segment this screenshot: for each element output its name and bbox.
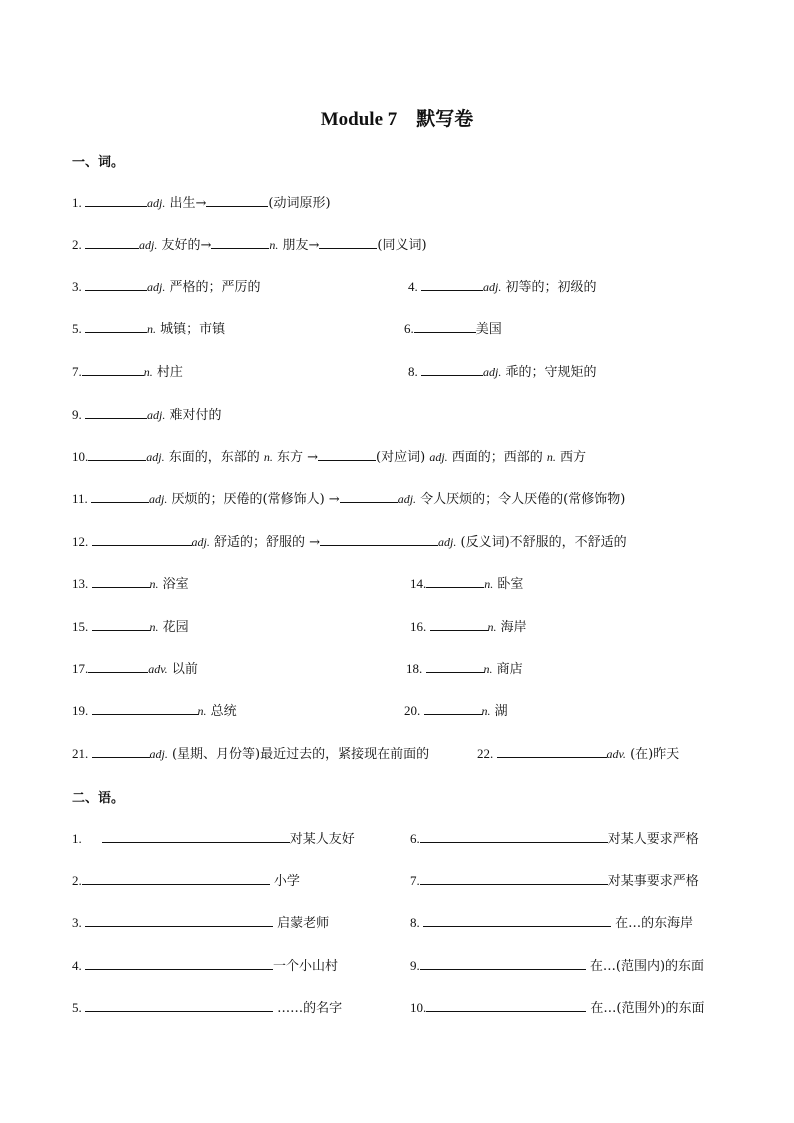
phrase-item-6 bbox=[410, 830, 699, 848]
phrase-item-1 bbox=[72, 830, 355, 848]
answer-blank[interactable] bbox=[497, 745, 607, 758]
item-number: 2. bbox=[72, 873, 82, 888]
word-meaning: 朋友→ bbox=[278, 238, 320, 253]
word-meaning: 东方 → bbox=[272, 450, 319, 465]
word-meaning: 花园 bbox=[158, 620, 189, 635]
word-meaning: 商店 bbox=[492, 662, 523, 677]
answer-blank[interactable] bbox=[318, 448, 376, 461]
word-meaning: 出生→ bbox=[165, 196, 207, 211]
answer-blank[interactable] bbox=[426, 575, 484, 588]
answer-blank[interactable] bbox=[211, 236, 269, 249]
answer-blank[interactable] bbox=[88, 660, 148, 673]
answer-blank[interactable] bbox=[85, 278, 147, 291]
item-number: 9. bbox=[410, 958, 420, 973]
item-number: 8. bbox=[408, 364, 421, 379]
phrase-meaning: 对某人友好 bbox=[289, 832, 355, 847]
word-note: (动词原形) bbox=[268, 196, 331, 211]
word-item-11 bbox=[72, 490, 625, 508]
word-meaning: (星期、月份等)最近过去的，紧接现在前面的 bbox=[167, 747, 430, 762]
word-note: (对应词) bbox=[376, 450, 430, 465]
word-item-16 bbox=[410, 618, 527, 636]
part-of-speech: adj. bbox=[149, 747, 168, 761]
item-number: 9. bbox=[72, 407, 85, 422]
word-item-17 bbox=[72, 660, 198, 678]
phrase-item-10 bbox=[410, 999, 705, 1017]
phrase-item-3 bbox=[72, 914, 329, 932]
word-meaning: 乖的；守规矩的 bbox=[501, 365, 597, 380]
section-heading-words: 一、词。 bbox=[72, 155, 125, 170]
item-number: 8. bbox=[410, 915, 423, 930]
part-of-speech: adj. bbox=[147, 408, 166, 422]
phrase-item-9 bbox=[410, 957, 704, 975]
word-meaning: 厌烦的；厌倦的(常修饰人) → bbox=[167, 492, 340, 507]
item-number: 10. bbox=[410, 1000, 427, 1015]
item-number: 18. bbox=[406, 661, 426, 676]
word-meaning: 严格的；严厉的 bbox=[165, 280, 261, 295]
answer-blank[interactable] bbox=[92, 533, 192, 546]
part-of-speech: n. bbox=[143, 365, 153, 379]
word-item-8 bbox=[408, 363, 596, 381]
word-meaning: 总统 bbox=[206, 704, 237, 719]
word-item-21 bbox=[72, 745, 429, 763]
part-of-speech: adj. bbox=[147, 196, 166, 210]
item-number: 7. bbox=[410, 873, 420, 888]
part-of-speech: n. bbox=[149, 620, 159, 634]
phrase-item-8 bbox=[410, 914, 693, 932]
word-meaning: (反义词)不舒服的，不舒适的 bbox=[456, 535, 627, 550]
item-number: 15. bbox=[72, 619, 92, 634]
word-meaning: 村庄 bbox=[152, 365, 183, 380]
answer-blank[interactable] bbox=[85, 194, 147, 207]
word-meaning: 美国 bbox=[475, 322, 502, 337]
word-meaning: 浴室 bbox=[158, 577, 189, 592]
word-meaning: 东面的，东部的 bbox=[164, 450, 264, 465]
part-of-speech: n. bbox=[484, 577, 494, 591]
answer-blank[interactable] bbox=[92, 702, 198, 715]
answer-blank[interactable] bbox=[102, 830, 290, 843]
answer-blank[interactable] bbox=[85, 236, 139, 249]
word-item-2 bbox=[72, 236, 427, 254]
item-number: 6. bbox=[410, 831, 420, 846]
phrase-meaning: 一个小山村 bbox=[273, 959, 339, 974]
answer-blank[interactable] bbox=[426, 660, 484, 673]
word-meaning: 西方 bbox=[555, 450, 587, 465]
item-number: 5. bbox=[72, 321, 85, 336]
answer-blank[interactable] bbox=[85, 320, 147, 333]
word-meaning: 难对付的 bbox=[165, 408, 222, 423]
answer-blank[interactable] bbox=[91, 490, 149, 503]
item-number: 17. bbox=[72, 661, 89, 676]
answer-blank[interactable] bbox=[414, 320, 476, 333]
phrase-meaning: 对某事要求严格 bbox=[607, 874, 699, 889]
answer-blank[interactable] bbox=[430, 618, 488, 631]
item-number: 13. bbox=[72, 576, 92, 591]
word-item-9 bbox=[72, 406, 221, 424]
part-of-speech: n. bbox=[197, 704, 207, 718]
part-of-speech: n. bbox=[546, 450, 556, 464]
answer-blank[interactable] bbox=[206, 194, 268, 207]
part-of-speech: n. bbox=[147, 322, 156, 336]
item-number: 3. bbox=[72, 915, 85, 930]
word-item-22 bbox=[477, 745, 679, 763]
answer-blank[interactable] bbox=[426, 999, 586, 1012]
page-title: Module 7 默写卷 bbox=[320, 109, 474, 130]
part-of-speech: adj. bbox=[191, 535, 210, 549]
section-heading-phrases: 二、语。 bbox=[72, 791, 125, 806]
item-number: 1. bbox=[72, 195, 85, 210]
word-note: (同义词) bbox=[377, 238, 427, 253]
part-of-speech: adv. bbox=[148, 662, 168, 676]
item-number: 4. bbox=[408, 279, 421, 294]
word-item-1 bbox=[72, 194, 331, 212]
phrase-item-7 bbox=[410, 872, 699, 890]
part-of-speech: adj. bbox=[483, 365, 502, 379]
word-meaning: 海岸 bbox=[496, 620, 527, 635]
part-of-speech: adj. bbox=[483, 280, 502, 294]
phrase-meaning: 在…的东海岸 bbox=[611, 916, 694, 931]
part-of-speech: adj. bbox=[438, 535, 457, 549]
part-of-speech: n. bbox=[269, 238, 279, 252]
phrase-meaning: 对某人要求严格 bbox=[607, 832, 699, 847]
phrase-meaning: 启蒙老师 bbox=[273, 916, 330, 931]
answer-blank[interactable] bbox=[421, 363, 483, 376]
word-meaning: 令人厌烦的；令人厌倦的(常修饰物) bbox=[416, 492, 626, 507]
answer-blank[interactable] bbox=[424, 702, 482, 715]
item-number: 20. bbox=[404, 703, 424, 718]
part-of-speech: adj. bbox=[147, 280, 166, 294]
item-number: 7. bbox=[72, 364, 82, 379]
part-of-speech: n. bbox=[263, 450, 273, 464]
item-number: 12. bbox=[72, 534, 92, 549]
item-number: 22. bbox=[477, 746, 497, 761]
item-number: 19. bbox=[72, 703, 92, 718]
item-number: 5. bbox=[72, 1000, 85, 1015]
answer-blank[interactable] bbox=[82, 872, 270, 885]
phrase-item-2 bbox=[72, 872, 300, 890]
part-of-speech: adj. bbox=[146, 450, 165, 464]
word-meaning: 卧室 bbox=[493, 577, 524, 592]
word-item-5 bbox=[72, 320, 225, 338]
answer-blank[interactable] bbox=[82, 363, 144, 376]
word-meaning: 舒适的；舒服的 → bbox=[209, 535, 321, 550]
phrase-meaning: 在…(范围内)的东面 bbox=[585, 959, 705, 974]
answer-blank[interactable] bbox=[85, 914, 273, 927]
word-item-13 bbox=[72, 575, 189, 593]
item-number: 14. bbox=[410, 576, 427, 591]
answer-blank[interactable] bbox=[92, 745, 150, 758]
answer-blank[interactable] bbox=[420, 872, 608, 885]
word-meaning: 以前 bbox=[167, 662, 198, 677]
word-meaning: (在)昨天 bbox=[625, 747, 680, 762]
part-of-speech: adj. bbox=[397, 492, 417, 506]
item-number: 6. bbox=[404, 321, 414, 336]
answer-blank[interactable] bbox=[420, 830, 608, 843]
part-of-speech: adj. bbox=[149, 492, 168, 506]
phrase-item-5 bbox=[72, 999, 342, 1017]
part-of-speech: adv. bbox=[606, 747, 626, 761]
part-of-speech: n. bbox=[487, 620, 497, 634]
answer-blank[interactable] bbox=[320, 533, 438, 546]
answer-blank[interactable] bbox=[340, 490, 398, 503]
item-number: 3. bbox=[72, 279, 85, 294]
part-of-speech: n. bbox=[483, 662, 493, 676]
part-of-speech: adj. bbox=[429, 450, 448, 464]
answer-blank[interactable] bbox=[85, 999, 273, 1012]
item-number: 1. bbox=[72, 831, 82, 846]
part-of-speech: n. bbox=[481, 704, 491, 718]
answer-blank[interactable] bbox=[92, 575, 150, 588]
word-item-6 bbox=[404, 320, 502, 338]
word-item-19 bbox=[72, 702, 237, 720]
answer-blank[interactable] bbox=[92, 618, 150, 631]
word-meaning: 湖 bbox=[490, 704, 508, 719]
item-number: 10. bbox=[72, 449, 89, 464]
word-item-4 bbox=[408, 278, 596, 296]
word-item-18 bbox=[406, 660, 523, 678]
answer-blank[interactable] bbox=[421, 278, 483, 291]
answer-blank[interactable] bbox=[85, 406, 147, 419]
part-of-speech: adj. bbox=[139, 238, 158, 252]
part-of-speech: n. bbox=[149, 577, 159, 591]
word-item-10 bbox=[72, 448, 586, 466]
word-meaning: 友好的→ bbox=[157, 238, 212, 253]
item-number: 11. bbox=[72, 491, 92, 506]
word-meaning: 西面的；西部的 bbox=[447, 450, 547, 465]
word-item-3 bbox=[72, 278, 260, 296]
item-number: 16. bbox=[410, 619, 430, 634]
phrase-meaning: 小学 bbox=[269, 874, 300, 889]
word-meaning: 初等的；初级的 bbox=[501, 280, 597, 295]
item-number: 4. bbox=[72, 958, 85, 973]
answer-blank[interactable] bbox=[423, 914, 611, 927]
item-number: 21. bbox=[72, 746, 92, 761]
answer-blank[interactable] bbox=[420, 957, 586, 970]
answer-blank[interactable] bbox=[319, 236, 377, 249]
word-item-14 bbox=[410, 575, 523, 593]
item-number: 2. bbox=[72, 237, 85, 252]
answer-blank[interactable] bbox=[88, 448, 146, 461]
answer-blank[interactable] bbox=[85, 957, 273, 970]
phrase-meaning: ……的名字 bbox=[273, 1001, 343, 1016]
phrase-meaning: 在…(范围外)的东面 bbox=[586, 1001, 705, 1016]
phrase-item-4 bbox=[72, 957, 338, 975]
word-meaning: 城镇；市镇 bbox=[156, 322, 226, 337]
word-item-20 bbox=[404, 702, 508, 720]
word-item-7 bbox=[72, 363, 183, 381]
word-item-15 bbox=[72, 618, 189, 636]
word-item-12 bbox=[72, 533, 627, 551]
